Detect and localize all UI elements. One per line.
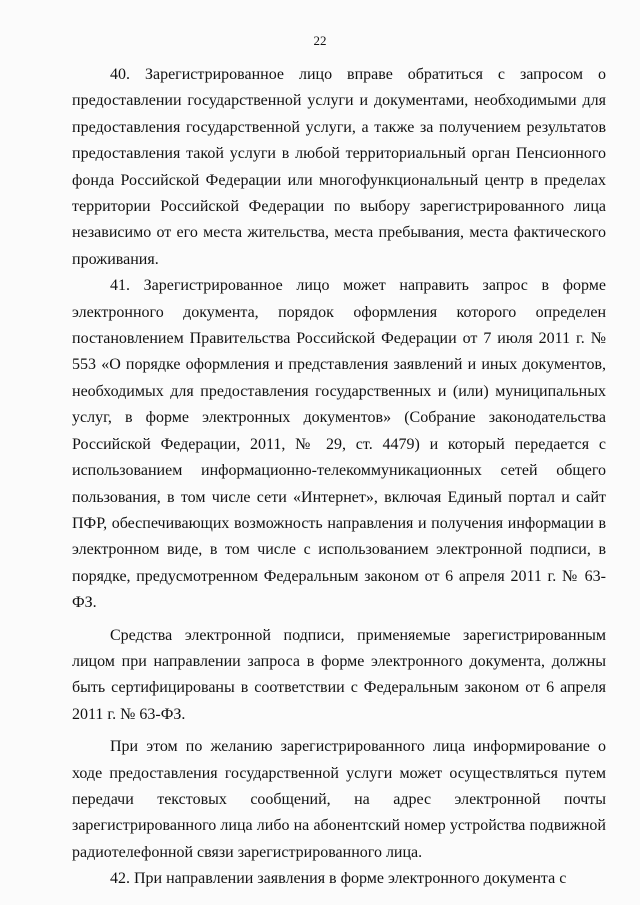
paragraph-40: 40. Зарегистрированное лицо вправе обратиться с запросом о предоставлении государственной услуги и документами, необходимыми для предоставления государственной услуги, а также за получением результатов предоставления такой услуги в любой территориальный орган Пенсионного фонда Российской Федерации или многофункциональный центр в пределах территории Российской Федерации по выбору зарегистрированного лица независимо от его места жительства, места пребывания, места фактического проживания.: [72, 66, 606, 268]
paragraph-informing: При этом по желанию зарегистрированного лица информирование о ходе предоставления государственной услуги может осуществляться путем передачи текстовых сообщений, на адрес электронной почты зарегистрированного лица либо на абонентский номер устройства подвижной радиотелефонной связи зарегистрированного лица.: [72, 738, 606, 861]
paragraph-42: 42. При направлении заявления в форме электронного документа с: [110, 870, 567, 888]
document-body: [72, 62, 606, 893]
page-number: 22: [313, 33, 327, 48]
paragraph-41: 41. Зарегистрированное лицо может направить запрос в форме электронного документа, порядок оформления которого определен постановлением Правительства Российской Федерации от 7 июля 2011 г. № 553 «О порядке оформления и представления заявлений и иных документов, необходимых для предоставления государственных и (или) муниципальных услуг, в форме электронных документов» (Собрание законодательства Российской Федерации, 2011, № 29, ст. 4479) и который передается с использованием информационно-телекоммуникационных сетей общего пользования, в том числе сети «Интернет», включая Единый портал и сайт ПФР, обеспечивающих возможность направления и получения информации в электронном виде, в том числе с использованием электронной подписи, в порядке, предусмотренном Федеральным законом от 6 апреля 2011 г. № 63-ФЗ.: [72, 277, 606, 612]
paragraph-signature-means: Средства электронной подписи, применяемые зарегистрированным лицом при направлении запроса в форме электронного документа, должны быть сертифицированы в соответствии с Федеральным законом от 6 апреля 2011 г. № 63-ФЗ.: [72, 626, 606, 723]
